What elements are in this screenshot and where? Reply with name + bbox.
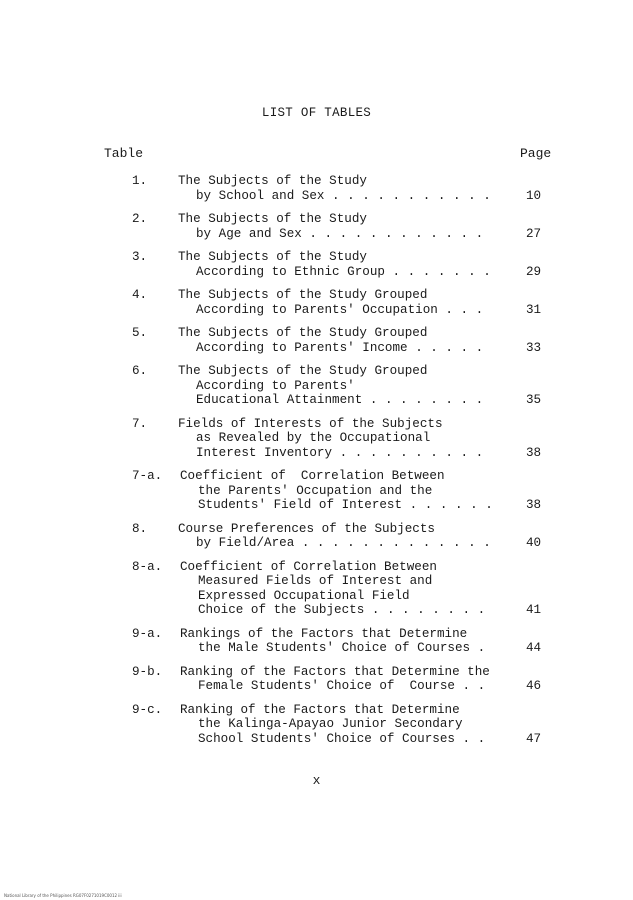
entry-title-line: Fields of Interests of the Subjects <box>178 416 443 431</box>
entry-page-number: 29 <box>526 264 542 279</box>
toc-entry <box>0 288 633 317</box>
entry-title-line: Coefficient of Correlation Between <box>180 469 445 483</box>
entry-page-number: 41 <box>526 603 542 617</box>
entry-title-line: Choice of the Subjects . . . . . . . . <box>198 603 486 617</box>
entry-title-line: Expressed Occupational Field <box>198 588 410 603</box>
entry-title-line: Educational Attainment . . . . . . . . <box>196 393 484 407</box>
toc-entry <box>0 364 633 408</box>
table-of-contents-list <box>0 174 633 755</box>
dot-leader: . . . . . . . . . . <box>339 445 484 460</box>
entry-page-number: 46 <box>526 679 542 693</box>
entry-title-line: by Age and Sex . . . . . . . . . . . . <box>196 226 484 241</box>
archive-stamp: National Library of the Philippines RG07F0271019C0012 iii <box>4 893 122 898</box>
entry-title-line: Students' Field of Interest . . . . . . <box>198 498 493 512</box>
entry-number: 8. <box>132 521 148 536</box>
entry-number: 8-a. <box>132 559 163 574</box>
dot-leader: . . . . . . . . . . . <box>332 188 491 203</box>
entry-title-line: Ranking of the Factors that Determine <box>180 702 460 717</box>
entry-title-line: The Subjects of the Study Grouped <box>178 326 428 340</box>
entry-title-line: the Parents' Occupation and the <box>198 483 433 498</box>
dot-leader: . . . . . <box>415 340 484 355</box>
entry-number: 9-b. <box>132 664 163 679</box>
dot-leader: . . . . . . . . <box>371 603 486 617</box>
entry-page-number: 33 <box>526 340 542 355</box>
dot-leader: . . <box>462 679 486 693</box>
entry-page-number: 35 <box>526 393 542 407</box>
toc-entry <box>0 522 633 551</box>
entry-number: 9-a. <box>132 626 163 641</box>
entry-page-number: 10 <box>526 188 542 203</box>
dot-leader: . <box>477 641 486 655</box>
entry-number: 1. <box>132 174 148 188</box>
entry-page-number: 31 <box>526 302 542 317</box>
entry-page-number: 38 <box>526 445 542 460</box>
entry-page-number: 44 <box>526 641 542 655</box>
entry-title-line: Measured Fields of Interest and <box>198 574 433 588</box>
toc-entry <box>0 627 633 656</box>
entry-title-line: The Subjects of the Study Grouped <box>178 288 428 302</box>
toc-entry <box>0 326 633 355</box>
entry-title-line: Coefficient of Correlation Between <box>180 559 437 574</box>
entry-title-line: Course Preferences of the Subjects <box>178 521 435 536</box>
dot-leader: . . . . . . <box>409 498 493 512</box>
page-title: LIST OF TABLES <box>261 106 372 120</box>
page-number: x <box>312 773 321 788</box>
entry-title-line: The Subjects of the Study <box>178 212 367 226</box>
entry-title-line: According to Parents' Income . . . . . <box>196 340 484 355</box>
entry-number: 5. <box>132 326 148 340</box>
dot-leader: . . . <box>445 302 484 317</box>
toc-entry <box>0 469 633 513</box>
entry-title-line: by School and Sex . . . . . . . . . . . <box>196 188 491 203</box>
entry-title-line: Rankings of the Factors that Determine <box>180 626 468 641</box>
dot-leader: . . . . . . . . . . . . . <box>301 536 491 550</box>
toc-entry <box>0 250 633 279</box>
dot-leader: . . <box>462 731 486 746</box>
entry-title-line: The Subjects of the Study <box>178 174 367 188</box>
entry-page-number: 27 <box>526 226 542 241</box>
entry-title-line: as Revealed by the Occupational <box>196 431 431 445</box>
toc-entry <box>0 417 633 461</box>
entry-page-number: 40 <box>526 536 542 550</box>
dot-leader: . . . . . . . . . . . . <box>309 226 484 241</box>
entry-title-line: According to Ethnic Group . . . . . . . <box>196 264 491 279</box>
entry-title-line: School Students' Choice of Courses . . <box>198 731 486 746</box>
toc-entry <box>0 703 633 747</box>
entry-number: 2. <box>132 212 148 226</box>
entry-title-line: According to Parents' Occupation . . . <box>196 302 484 317</box>
entry-page-number: 47 <box>526 731 542 746</box>
entry-title-line: The Subjects of the Study <box>178 250 367 264</box>
toc-entry <box>0 560 633 618</box>
page-column-header: Page <box>520 146 552 161</box>
entry-title-line: According to Parents' <box>196 378 355 393</box>
entry-title-line: the Kalinga-Apayao Junior Secondary <box>198 717 463 731</box>
table-column-header: Table <box>104 146 144 161</box>
toc-entry <box>0 665 633 694</box>
entry-number: 4. <box>132 288 148 302</box>
entry-page-number: 38 <box>526 498 542 512</box>
entry-title-line: The Subjects of the Study Grouped <box>178 364 428 378</box>
entry-number: 3. <box>132 250 148 264</box>
entry-number: 7-a. <box>132 469 163 483</box>
entry-title-line: by Field/Area . . . . . . . . . . . . . <box>196 536 491 550</box>
entry-number: 7. <box>132 416 148 431</box>
entry-title-line: the Male Students' Choice of Courses . <box>198 641 486 655</box>
entry-title-line: Ranking of the Factors that Determine the <box>180 664 490 679</box>
entry-title-line: Female Students' Choice of Course . . <box>198 679 486 693</box>
toc-entry <box>0 174 633 203</box>
dot-leader: . . . . . . . . <box>369 393 484 407</box>
dot-leader: . . . . . . . <box>392 264 491 279</box>
entry-number: 9-c. <box>132 702 163 717</box>
entry-title-line: Interest Inventory . . . . . . . . . . <box>196 445 484 460</box>
entry-number: 6. <box>132 364 148 378</box>
toc-entry <box>0 212 633 241</box>
